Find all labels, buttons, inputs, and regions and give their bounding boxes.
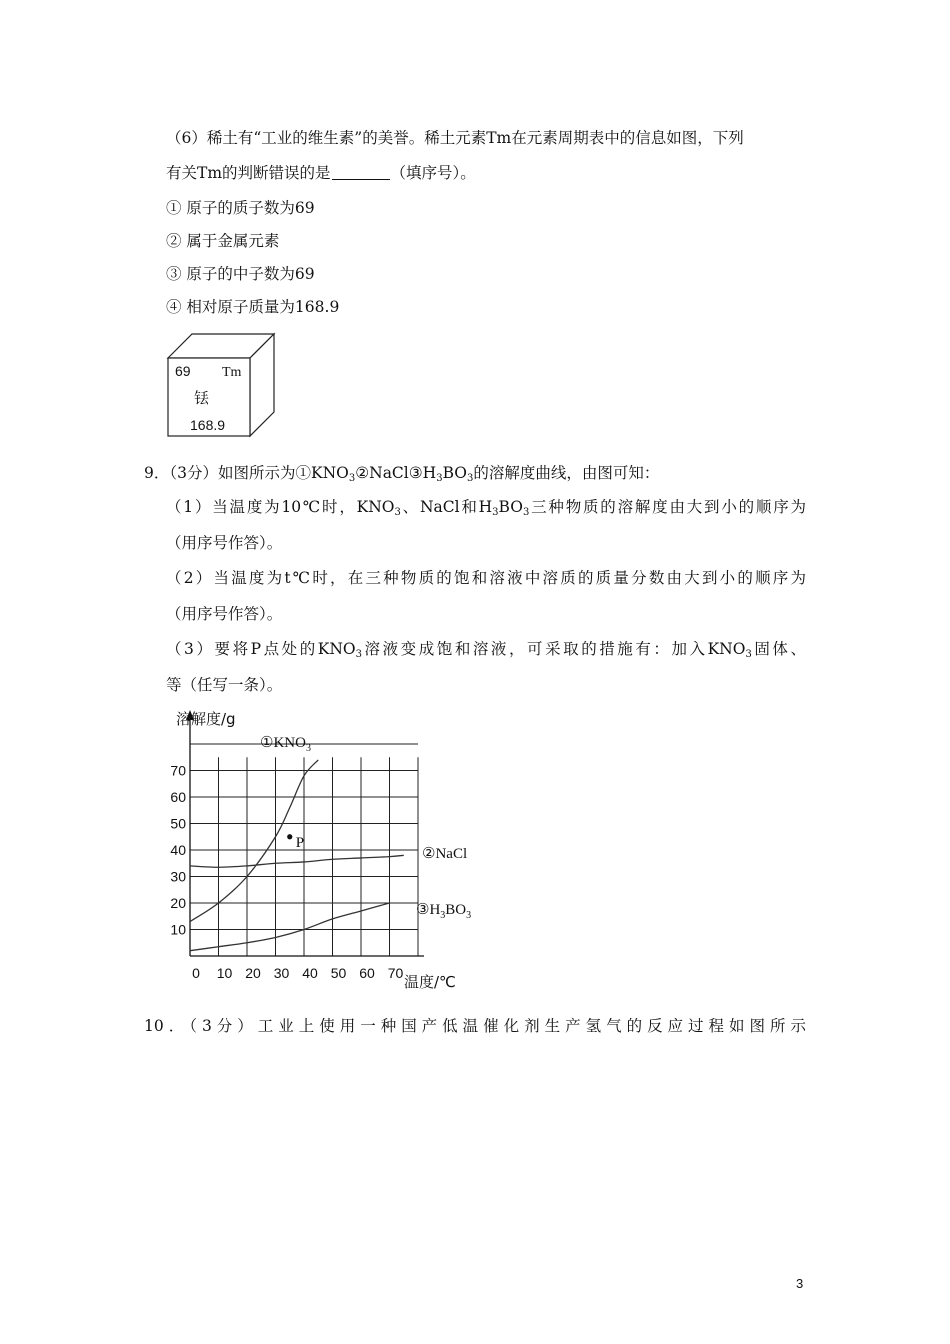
answer-blank — [332, 164, 390, 180]
nacl-label: ②NaCl — [422, 846, 468, 862]
h3bo3-label: $③H_3BO_3$ — [416, 902, 472, 921]
element-mass: 168.9 — [190, 417, 226, 433]
q8-option-3: ③ 原子的中子数为69 — [166, 265, 315, 283]
y-tick-label: 20 — [170, 895, 186, 911]
q9-part2-line2: （用序号作答）。 — [166, 605, 283, 623]
y-tick-label: 60 — [170, 789, 186, 805]
element-name: 铥 — [194, 389, 210, 407]
q8-option-2: ② 属于金属元素 — [166, 232, 280, 250]
q9-header: 9．（3分）如图所示为$①KNO_3②NaCl③H_3BO_3$的溶解度曲线，由图可知： — [144, 464, 660, 484]
q8-option-1: ① 原子的质子数为69 — [166, 199, 315, 217]
element-atomic-number: 69 — [175, 363, 191, 379]
x-tick-label: 30 — [273, 965, 290, 981]
element-tile — [166, 332, 278, 438]
h3bo3-curve — [190, 903, 390, 951]
q9-part1-line1: （1）当温度为10℃时，$KNO_3$、NaCl和$H_3BO_3$三种物质的溶解度由大到小的顺序为 — [166, 498, 806, 518]
x-tick-label: 40 — [302, 965, 318, 981]
x-tick-label: 60 — [359, 965, 375, 981]
y-tick-label: 10 — [170, 921, 186, 938]
q8-option-4: ④ 相对原子质量为168.9 — [166, 298, 340, 316]
q8-part6-line2-tail: （填序号）。 — [390, 164, 476, 182]
y-tick-label: 50 — [170, 815, 186, 832]
q8-part6-line2-text: 有关Tm的判断错误的是 — [166, 164, 331, 182]
kno3-label: $①KNO_3$ — [260, 735, 311, 754]
q9-part3-line1: （3）要将P点处的$KNO_3$溶液变成饱和溶液，可采取的措施有：加入$KNO_3$固体、 — [166, 640, 806, 660]
q8-part6-line1: （6）稀土有“工业的维生素”的美誉。稀土元素Tm在元素周期表中的信息如图，下列 — [166, 129, 744, 147]
y-tick-label: 70 — [170, 762, 186, 779]
point-p-marker — [287, 834, 292, 839]
x-tick-label: 50 — [330, 965, 347, 981]
q9-part3-line2: 等（任写一条）。 — [166, 676, 283, 694]
nacl-curve — [190, 855, 404, 867]
x-tick-label: 20 — [245, 965, 261, 981]
q9-part1-line2: （用序号作答）。 — [166, 534, 283, 552]
y-tick-label: 30 — [170, 868, 186, 885]
page-number: 3 — [796, 1276, 804, 1291]
x-axis-label: 温度/℃ — [404, 973, 456, 991]
y-axis-label: 溶解度/g — [176, 710, 236, 728]
element-symbol: Tm — [222, 365, 242, 380]
q10-line1: 10．（3分）工业上使用一种国产低温催化剂生产氢气的反应过程如图所示 — [144, 1017, 806, 1035]
solubility-chart — [168, 702, 488, 994]
q9-part2-line1: （2）当温度为t℃时，在三种物质的饱和溶液中溶质的质量分数由大到小的顺序为 — [166, 569, 806, 587]
x-tick-label: 10 — [216, 965, 233, 981]
y-tick-label: 40 — [170, 842, 186, 858]
point-p-label: P — [295, 834, 305, 851]
x-tick-label: 70 — [387, 965, 404, 981]
x-tick-label: 0 — [192, 965, 200, 981]
q8-part6-line2 — [166, 163, 476, 183]
